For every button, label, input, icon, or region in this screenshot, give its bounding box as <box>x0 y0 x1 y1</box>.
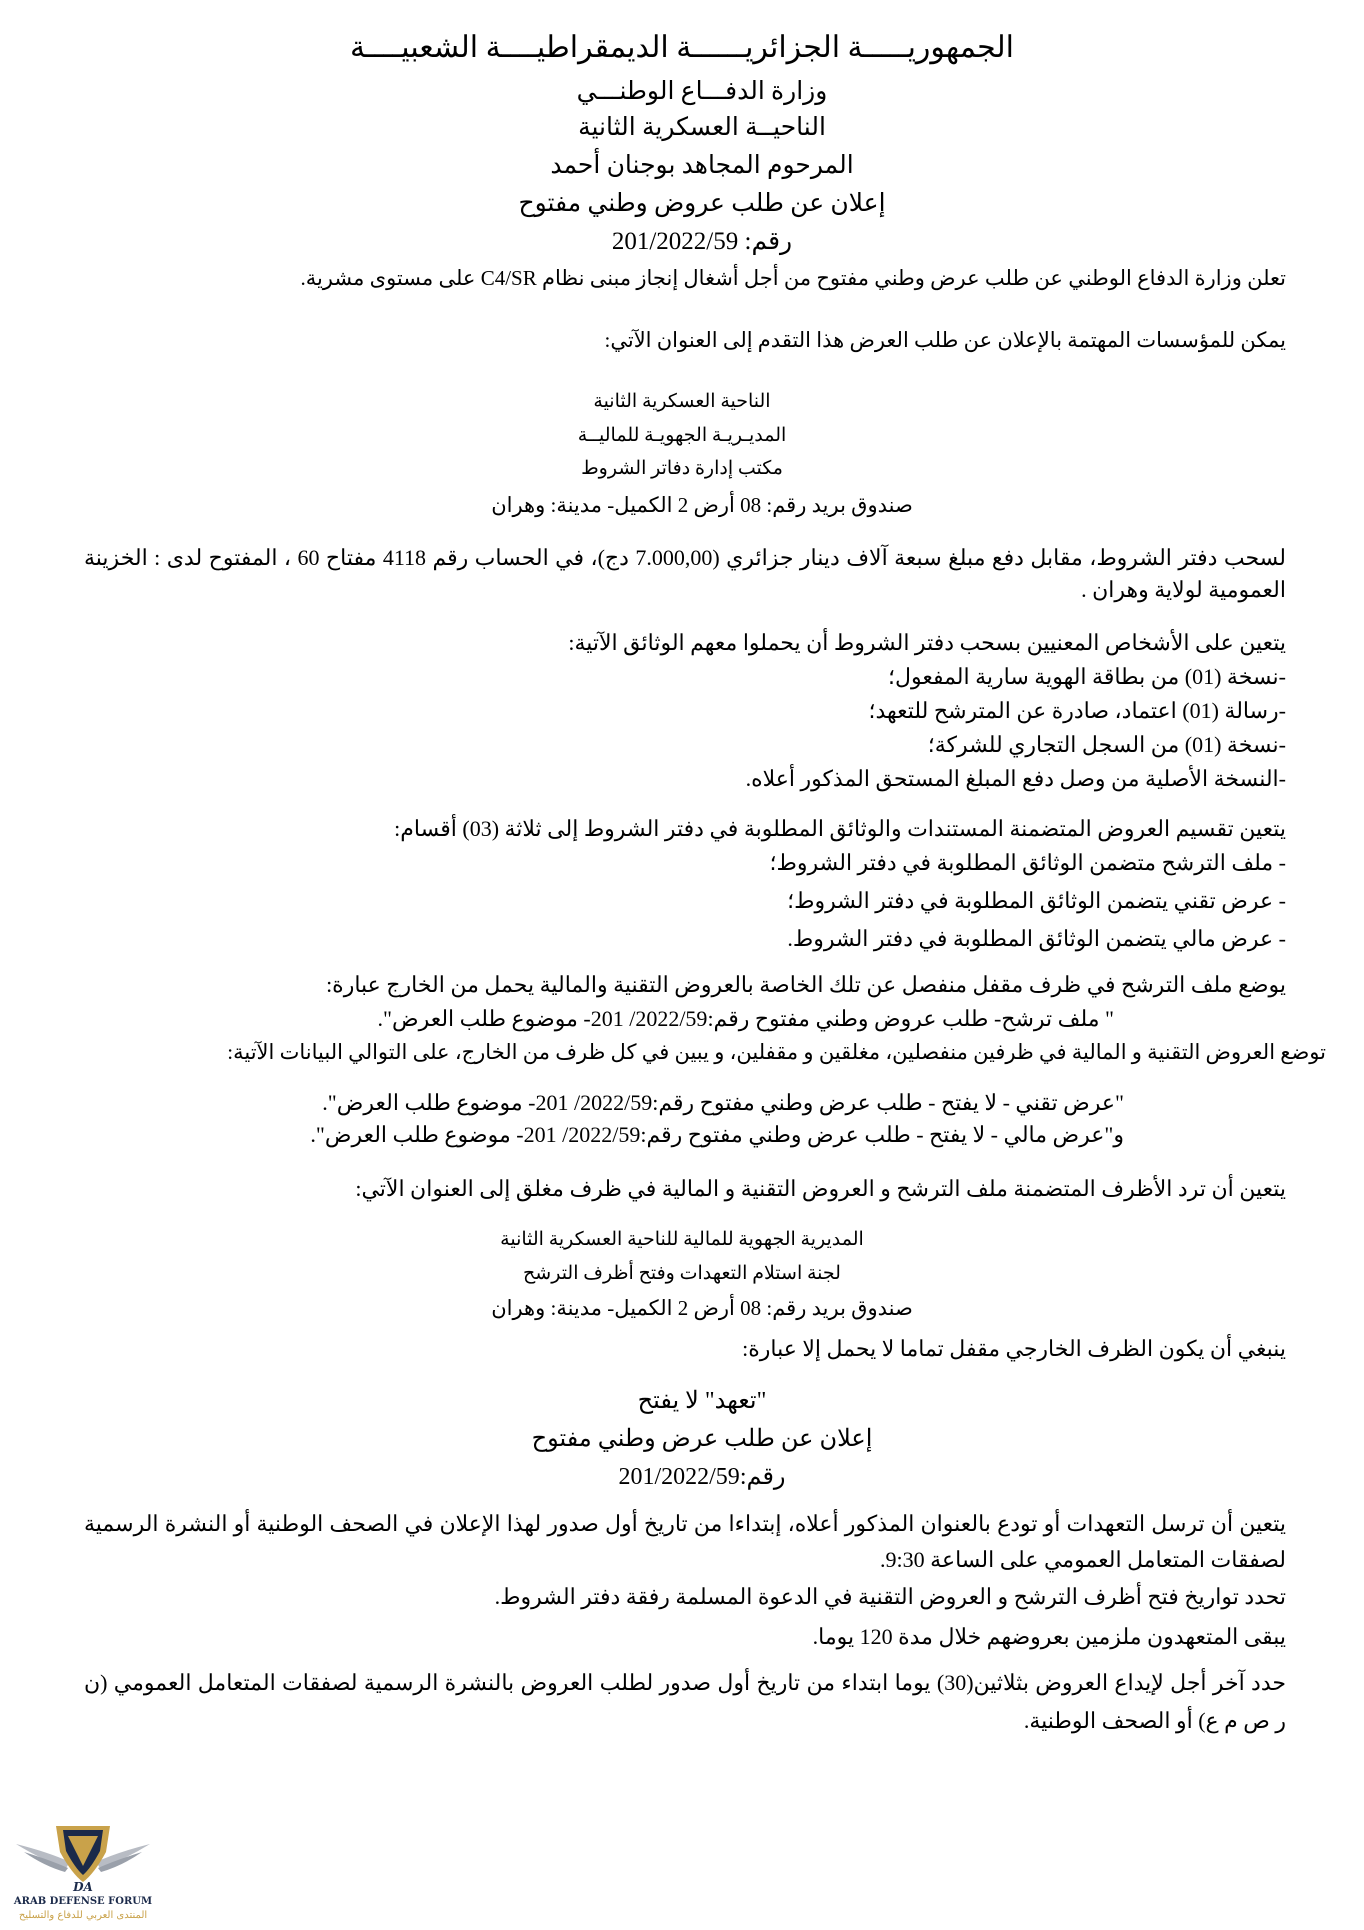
docs-item-3: -نسخة (01) من السجل التجاري للشركة؛ <box>927 732 1286 757</box>
envelopes-line-1: يوضع ملف الترشح في ظرف مقفل منفصل عن تلك الخاصة بالعروض التقنية والمالية يحمل من الخارج عبارة: <box>326 972 1286 997</box>
payment-paragraph: لسحب دفتر الشروط، مقابل دفع مبلغ سبعة آلاف دينار جزائري (7.000,00 دج)، في الحساب رقم 4118 مفتاح 60 ، المفتوح لدى : الخزينة العمومية لولاية وهران . <box>84 545 1286 602</box>
address2-line-3: صندوق بريد رقم: 08 أرض 2 الكميل- مدينة: وهران <box>491 1296 913 1320</box>
closing-paragraph-4: حدد آخر أجل لإيداع العروض بثلاثين(30) يوما ابتداء من تاريخ أول صدور لطلب العروض بالنشرة الرسمية لصفقات المتعامل العمومي (ن ر ص م ع) أو الصحف الوطنية. <box>84 1670 1286 1733</box>
outer-label-line-2: إعلان عن طلب عرض وطني مفتوح <box>531 1426 873 1452</box>
envelopes-line-2: " ملف ترشح- طلب عروض وطني مفتوح رقم:2022/59/ 201- موضوع طلب العرض". <box>377 1006 1114 1031</box>
outer-label-line-1: "تعهد" لا يفتح <box>637 1388 767 1414</box>
intro-paragraph: تعلن وزارة الدفاع الوطني عن طلب عرض وطني مفتوح من أجل أشغال إنجاز مبنى نظام C4/SR على مستوى مشرية. <box>300 266 1286 290</box>
logo-emblem-text: DA <box>73 1880 93 1894</box>
docs-item-1: -نسخة (01) من بطاقة الهوية سارية المفعول؛ <box>888 664 1286 689</box>
address2-line-2: لجنة استلام التعهدات وفتح أظرف الترشح <box>523 1263 841 1284</box>
docs-item-4: -النسخة الأصلية من وصل دفع المبلغ المستحق المذكور أعلاه. <box>745 766 1286 791</box>
address1-line-2: المديـريـة الجهويـة للماليــة <box>577 425 787 446</box>
announcement-number: رقم: 201/2022/59 <box>611 228 793 255</box>
invitation-paragraph: يمكن للمؤسسات المهتمة بالإعلان عن طلب العرض هذا التقدم إلى العنوان الآتي: <box>604 328 1286 352</box>
parts-intro: يتعين تقسيم العروض المتضمنة المستندات والوثائق المطلوبة في دفتر الشروط إلى ثلاثة (03) أقسام: <box>394 816 1286 841</box>
address1-line-1: الناحية العسكرية الثانية <box>593 391 771 412</box>
parts-item-3: - عرض مالي يتضمن الوثائق المطلوبة في دفتر الشروط. <box>787 926 1286 951</box>
closing-paragraph-1: يتعين أن ترسل التعهدات أو تودع بالعنوان المذكور أعلاه، إبتداءا من تاريخ أول صدور لهذا الإعلان في الصحف الوطنية أو النشرة الرسمية لصفقات المتعامل العمومي على الساعة 9:30. <box>84 1511 1286 1572</box>
logo-name-en: ARAB DEFENSE FORUM <box>13 1896 153 1907</box>
address1-line-4: صندوق بريد رقم: 08 أرض 2 الكميل- مدينة: وهران <box>491 493 913 517</box>
send-paragraph: يتعين أن ترد الأظرف المتضمنة ملف الترشح و العروض التقنية و المالية في ظرف مغلق إلى العنوان الآتي: <box>355 1176 1286 1201</box>
named-after-title: المرحوم المجاهد بوجنان أحمد <box>550 152 854 179</box>
ministry-title: وزارة الدفـــاع الوطنـــي <box>576 78 828 105</box>
announcement-title: إعلان عن طلب عروض وطني مفتوح <box>518 190 886 217</box>
docs-intro: يتعين على الأشخاص المعنيين بسحب دفتر الشروط أن يحملوا معهم الوثائق الآتية: <box>568 630 1286 655</box>
republic-title: الجمهوريـــــة الجزائريــــــة الديمقراطيــــة الشعبيــــة <box>350 31 1014 64</box>
parts-item-2: - عرض تقني يتضمن الوثائق المطلوبة في دفتر الشروط؛ <box>787 888 1286 913</box>
parts-item-1: - ملف الترشح متضمن الوثائق المطلوبة في دفتر الشروط؛ <box>769 850 1286 875</box>
closing-paragraph-2: تحدد تواريخ فتح أظرف الترشح و العروض التقنية في الدعوة المسلمة رفقة دفتر الشروط. <box>494 1584 1286 1609</box>
arab-defense-forum-logo <box>8 1822 158 1926</box>
docs-item-2: -رسالة (01) اعتماد، صادرة عن المترشح للتعهد؛ <box>868 698 1286 723</box>
forum-emblem-icon <box>8 1822 158 1888</box>
envelopes-line-5: و"عرض مالي - لا يفتح - طلب عرض وطني مفتوح رقم:2022/59/ 201- موضوع طلب العرض". <box>310 1122 1124 1147</box>
region-title: الناحيــة العسكرية الثانية <box>578 114 826 141</box>
envelopes-line-4: "عرض تقني - لا يفتح - طلب عرض وطني مفتوح رقم:2022/59/ 201- موضوع طلب العرض". <box>322 1090 1124 1115</box>
envelopes-line-3: توضع العروض التقنية و المالية في ظرفين منفصلين، مغلقين و مقفلين، و يبين في كل ظرف من الخارج، على التوالي البيانات الآتية: <box>227 1040 1326 1064</box>
logo-name-ar: المنتدى العربي للدفاع والتسليح <box>18 1910 148 1921</box>
closing-paragraph-3: يبقى المتعهدون ملزمين بعروضهم خلال مدة 120 يوما. <box>812 1624 1286 1649</box>
address1-line-3: مكتب إدارة دفاتر الشروط <box>581 458 783 479</box>
outer-paragraph: ينبغي أن يكون الظرف الخارجي مقفل تماما لا يحمل إلا عبارة: <box>742 1336 1286 1361</box>
outer-label-line-3: رقم:201/2022/59 <box>618 1464 786 1490</box>
address2-line-1: المديرية الجهوية للمالية للناحية العسكرية الثانية <box>500 1229 864 1250</box>
